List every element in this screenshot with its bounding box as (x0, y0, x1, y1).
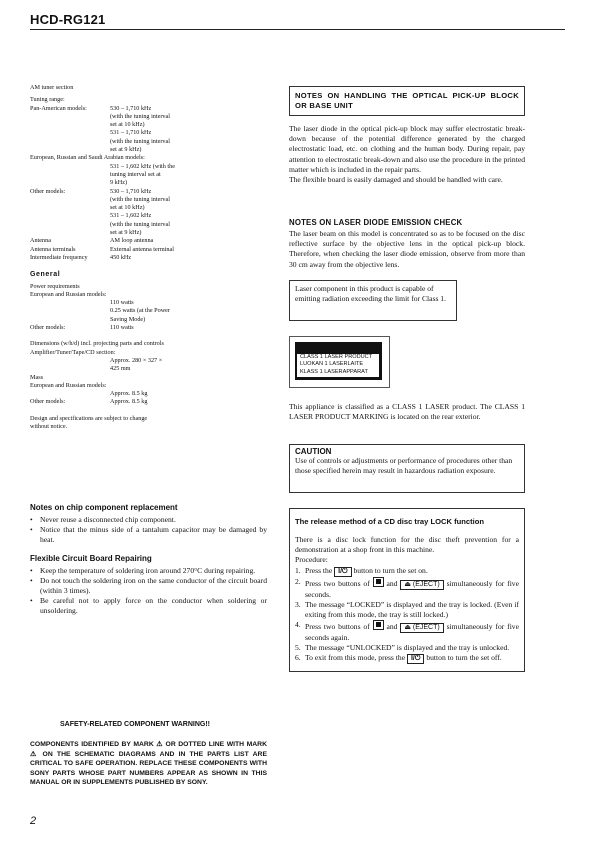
european-label: European, Russian and Saudi Arabian models: (30, 154, 145, 162)
list-item (295, 643, 519, 653)
dimensions-label: Dimensions (w/h/d) incl. projecting parts and controls (30, 340, 164, 348)
safety-warning-title: SAFETY-RELATED COMPONENT WARNING!! (60, 721, 210, 728)
class-note-section (289, 402, 525, 422)
step-text: button to turn the set off. (426, 652, 502, 662)
antenna-terminals-value: External antenna terminal (110, 245, 174, 253)
eject-button-icon: ⏏ (EJECT) (400, 580, 443, 590)
other-models-label: Other models: (30, 187, 66, 195)
pan-american-line: (with the tuning interval (110, 137, 170, 145)
step-text: and (386, 578, 398, 588)
power-button-icon: I/⏻ (407, 654, 424, 664)
european-line: 9 kHz) (110, 179, 128, 187)
laser-label (297, 354, 379, 377)
caution-body: Use of controls or adjustments or performance of procedures other than those specified herein may result in hazardous radiation exposure. (295, 456, 513, 476)
model-title: HCD-RG121 (30, 12, 106, 27)
antenna-label: Antenna (30, 237, 51, 245)
step-text: simultaneously for five seconds again. (305, 621, 519, 642)
list-item: • Never reuse a disconnected chip component. (30, 515, 267, 525)
other-models-line: (with the tuning interval (110, 195, 170, 203)
laser-label-plate (295, 342, 382, 380)
step-text: simultaneously for five seconds. (305, 578, 519, 599)
european-line: tuning interval set at (110, 170, 161, 178)
laser-label-line: CLASS 1 LASER PRODUCT (300, 354, 373, 360)
title-rule (30, 29, 565, 30)
power-eu-label: European and Russian models: (30, 290, 107, 298)
list-item: • Do not touch the soldering iron on the same conductor of the circuit board (within 3 times). (30, 576, 267, 596)
page-number: 2 (30, 815, 37, 827)
chip-notes-section (30, 503, 267, 616)
laser-component-box (289, 280, 457, 321)
laser-component-text: Laser component in this product is capable of emitting radiation exceeding the limit for Class 1. (295, 284, 446, 304)
disclaimer-line: Design and specifications are subject to change (30, 414, 148, 422)
other-models-line: set at 10 kHz) (110, 204, 145, 212)
list-item: • Notice that the minus side of a tantalum capacitor may be damaged by heat. (30, 525, 267, 545)
mass-eu-value: Approx. 8.5 kg (110, 390, 148, 398)
laser-check-body: The laser beam on this model is concentrated so as to be focused on the disc reflective surface by the objective lens in the optical pick-up block. Therefore, when checking the laser diode emission, observe from more than 30 cm away from the objective lens. (289, 229, 525, 269)
power-other-value: 110 watts (110, 324, 134, 332)
pan-american-line: set at 9 kHz) (110, 146, 142, 154)
dimensions-line: Approx. 280 × 327 × (110, 356, 163, 364)
european-line: 531 – 1,602 kHz (with the (110, 162, 175, 170)
optical-pickup-text (289, 124, 525, 185)
other-models-line: (with the tuning interval (110, 220, 170, 228)
stop-button-icon (373, 620, 384, 630)
list-item: • Be careful not to apply force on the conductor when soldering or unsoldering. (30, 596, 267, 616)
lock-steps (295, 566, 519, 664)
step-text: To exit from this mode, press the (305, 652, 406, 662)
chip-notes-title: Notes on chip component replacement (30, 503, 178, 512)
antenna-terminals-label: Antenna terminals (30, 245, 76, 253)
step-number: 1. (295, 565, 301, 575)
amplifier-section-label: Amplifier/Tuner/Tape/CD section: (30, 348, 116, 356)
step-text: Press the (305, 565, 333, 575)
lock-intro: There is a disc lock function for the disc theft prevention for a demonstration at a shop front in this machine. (295, 535, 519, 555)
step-text: Press two buttons of (305, 578, 370, 588)
flex-board-title: Flexible Circuit Board Repairing (30, 554, 152, 563)
step-number: 3. (295, 599, 301, 609)
intermediate-frequency-label: Intermediate frequency (30, 253, 88, 261)
procedure-label: Procedure: (295, 555, 328, 565)
chip-notes-list (30, 515, 267, 545)
list-item (295, 653, 519, 664)
disclaimer-line: without notice. (30, 422, 68, 430)
power-eu-line: 0.25 watts (at the Power (110, 307, 170, 315)
laser-check-section (289, 218, 525, 270)
mass-other-label: Other models: (30, 398, 66, 406)
list-item (295, 566, 519, 577)
list-item (295, 577, 519, 600)
pan-american-line: 531 – 1,710 kHz (110, 129, 152, 137)
am-tuner-spec (30, 84, 275, 431)
pan-american-line: set at 10 kHz) (110, 121, 145, 129)
general-title: General (30, 271, 61, 279)
step-text: button to turn the set on. (353, 565, 428, 575)
list-item (295, 620, 519, 643)
dimensions-line: 425 mm (110, 365, 131, 373)
lock-function-title: The release method of a CD disc tray LOCK function (295, 517, 485, 526)
lock-function-box (289, 508, 525, 672)
other-models-line: 530 – 1,710 kHz (110, 187, 152, 195)
step-text: Press two buttons of (305, 621, 370, 631)
other-models-line: set at 9 kHz) (110, 229, 142, 237)
power-eu-line: Saving Mode) (110, 315, 146, 323)
mass-eu-label: European and Russian models: (30, 381, 107, 389)
optical-pickup-body: The laser diode in the optical pick-up block may suffer electrostatic break-down because of the potential difference generated by the charged electrostatic load, etc. on clothing and the human body. During repair, pay attention to electrostatic break-down and also use the procedure in the printed matter which is included in the repair parts. (289, 124, 525, 174)
step-text: The message “LOCKED” is displayed and the tray is locked. (Even if exiting from this mode, the tray is still locked.) (305, 599, 519, 619)
step-text: and (386, 621, 398, 631)
flex-board-list (30, 566, 267, 616)
optical-pickup-notes-box (289, 86, 525, 116)
tuning-range-label: Tuning range: (30, 96, 65, 104)
power-button-icon: I/⏻ (334, 567, 351, 577)
power-requirements-label: Power requirements (30, 282, 80, 290)
power-eu-line: 110 watts (110, 299, 134, 307)
class-note-text: This appliance is classified as a CLASS 1 LASER product. The CLASS 1 LASER PRODUCT MARKING is located on the rear exterior. (289, 402, 525, 422)
eject-button-icon: ⏏ (EJECT) (400, 623, 443, 633)
step-text: The message “UNLOCKED” is displayed and the tray is unlocked. (305, 642, 510, 652)
caution-box (289, 444, 525, 493)
step-number: 2. (295, 576, 301, 586)
laser-label-line: LUOKAN 1 LASERLAITE (300, 361, 364, 368)
list-item: • Keep the temperature of soldering iron around 270°C during repairing. (30, 566, 267, 576)
optical-pickup-body-2: The flexible board is easily damaged and should be handled with care. (289, 175, 503, 185)
pan-american-label: Pan-American models: (30, 104, 87, 112)
step-number: 6. (295, 652, 301, 662)
safety-warning-body: COMPONENTS IDENTIFIED BY MARK ⚠ OR DOTTED LINE WITH MARK ⚠ ON THE SCHEMATIC DIAGRAMS AND IN THE PARTS LIST ARE CRITICAL TO SAFE OPERATION. REPLACE THESE COMPONENTS WITH SONY PARTS WHOSE PART NUMBERS APPEAR AS SHOWN IN THIS MANUAL OR IN SUPPLEMENTS PUBLISHED BY SONY. (30, 741, 267, 787)
mass-other-value: Approx. 8.5 kg (110, 398, 148, 406)
other-models-line: 531 – 1,602 kHz (110, 212, 152, 220)
am-tuner-title: AM tuner section (30, 84, 74, 91)
pan-american-line: 530 – 1,710 kHz (110, 104, 152, 112)
intermediate-frequency-value: 450 kHz (110, 253, 132, 261)
laser-label-frame (289, 336, 390, 388)
caution-title: CAUTION (295, 447, 332, 456)
stop-button-icon (373, 577, 384, 587)
antenna-value: AM loop antenna (110, 237, 154, 245)
laser-label-line: KLASS 1 LASERAPPARAT (300, 368, 368, 375)
pan-american-line: (with the tuning interval (110, 112, 170, 120)
power-other-label: Other models: (30, 324, 66, 332)
step-number: 4. (295, 619, 301, 629)
step-number: 5. (295, 642, 301, 652)
optical-pickup-notes-title: NOTES ON HANDLING THE OPTICAL PICK-UP BLOCK OR BASE UNIT (295, 91, 519, 110)
list-item (295, 600, 519, 620)
mass-label: Mass (30, 373, 44, 381)
laser-check-title: NOTES ON LASER DIODE EMISSION CHECK (289, 218, 463, 227)
